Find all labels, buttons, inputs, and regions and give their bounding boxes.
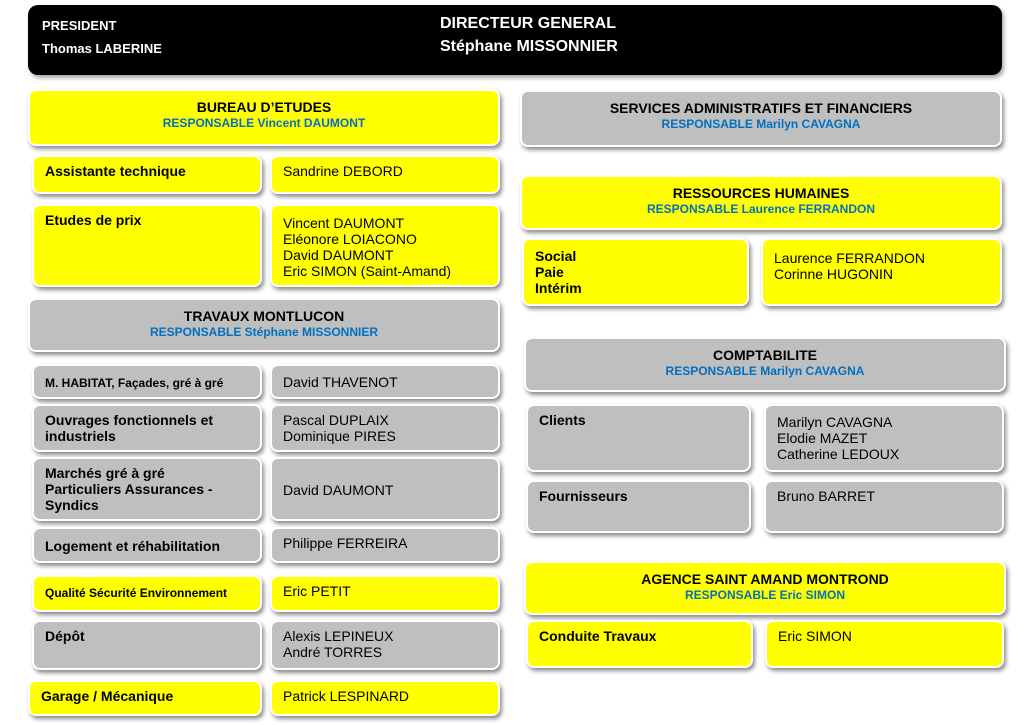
- assistante-label-box: [32, 155, 262, 194]
- compta-box: [524, 337, 1006, 392]
- travaux-resp: RESPONSABLE Stéphane MISSONNIER: [149, 325, 379, 339]
- ouvrages-label-box: [32, 404, 262, 452]
- assistante-names-box: [270, 155, 500, 194]
- fournisseurs-label: Fournisseurs: [539, 488, 628, 504]
- person-name: Eric PETIT: [283, 583, 351, 599]
- president-role: PRESIDENT: [42, 18, 117, 33]
- clients-label-box: [526, 404, 751, 472]
- person-name: David DAUMONT: [283, 482, 394, 498]
- assistante-label: Assistante technique: [45, 163, 186, 179]
- person-name: Catherine LEDOUX: [777, 446, 900, 462]
- saf-title: SERVICES ADMINISTRATIFS ET FINANCIERS: [609, 100, 913, 116]
- rh-resp: RESPONSABLE Laurence FERRANDON: [646, 202, 876, 216]
- compta-resp: RESPONSABLE Marilyn CAVAGNA: [665, 364, 865, 378]
- saf-box: [520, 90, 1002, 147]
- person-name: Sandrine DEBORD: [283, 163, 403, 179]
- bureau-etudes-box: [28, 89, 500, 146]
- travaux-box: [28, 298, 500, 352]
- garage-label: Garage / Mécanique: [41, 688, 174, 704]
- dg-name: Stéphane MISSONNIER: [440, 38, 618, 55]
- dg-role: DIRECTEUR GENERAL: [440, 15, 617, 32]
- agence-title: AGENCE SAINT AMAND MONTROND: [641, 571, 889, 587]
- conduite-names-box: [765, 620, 1004, 668]
- person-name: Philippe FERREIRA: [283, 535, 408, 551]
- depot-label: Dépôt: [45, 628, 85, 644]
- header-banner: [28, 5, 1002, 75]
- conduite-label: Conduite Travaux: [539, 628, 657, 644]
- qse-label-box: [32, 575, 262, 612]
- person-name: Patrick LESPINARD: [283, 688, 410, 704]
- marches-label-line: Particuliers Assurances -: [45, 481, 213, 497]
- social-label-box: [522, 238, 749, 306]
- marches-label-line: Syndics: [45, 497, 99, 513]
- etudes-names-box: [270, 204, 500, 287]
- social-names-box: [761, 238, 1002, 306]
- social-label-line: Intérim: [535, 280, 582, 296]
- person-name: David DAUMONT: [283, 247, 394, 263]
- person-name: André TORRES: [283, 644, 383, 660]
- person-name: Eric SIMON (Saint-Amand): [283, 263, 452, 279]
- rh-title: RESSOURCES HUMAINES: [672, 185, 850, 201]
- person-name: Pascal DUPLAIX: [283, 412, 389, 428]
- person-name: Vincent DAUMONT: [283, 215, 405, 231]
- person-name: Marilyn CAVAGNA: [777, 414, 893, 430]
- person-name: David THAVENOT: [283, 374, 398, 390]
- depot-names-box: [270, 620, 500, 670]
- ouvrages-label-line: industriels: [45, 428, 116, 444]
- conduite-label-box: [526, 620, 753, 668]
- person-name: Elodie MAZET: [777, 430, 868, 446]
- person-name: Corinne HUGONIN: [774, 266, 894, 282]
- marches-names-box: [270, 457, 500, 521]
- ouvrages-names-box: [270, 404, 500, 452]
- social-label-line: Social: [535, 248, 577, 264]
- travaux-title: TRAVAUX MONTLUCON: [183, 308, 345, 324]
- bureau-etudes-resp: RESPONSABLE Vincent DAUMONT: [162, 116, 366, 130]
- person-name: Eléonore LOIACONO: [283, 231, 417, 247]
- clients-label: Clients: [539, 412, 586, 428]
- compta-title: COMPTABILITE: [713, 347, 817, 363]
- bureau-etudes-title: BUREAU D’ETUDES: [196, 99, 332, 115]
- person-name: Alexis LEPINEUX: [283, 628, 394, 644]
- saf-resp: RESPONSABLE Marilyn CAVAGNA: [661, 117, 861, 131]
- etudes-label: Etudes de prix: [45, 212, 142, 228]
- qse-label: Qualité Sécurité Environnement: [45, 586, 228, 600]
- person-name: Bruno BARRET: [777, 488, 876, 504]
- fournisseurs-label-box: [526, 480, 751, 533]
- agence-box: [524, 561, 1006, 615]
- qse-names-box: [270, 575, 500, 612]
- marches-label-box: [32, 457, 262, 521]
- habitat-names-box: [270, 364, 500, 399]
- garage-names-box: [270, 680, 500, 716]
- president-name: Thomas LABERINE: [42, 41, 162, 56]
- logement-label-box: [32, 527, 262, 563]
- person-name: Dominique PIRES: [283, 428, 396, 444]
- logement-names-box: [270, 527, 500, 563]
- habitat-label: M. HABITAT, Façades, gré à gré: [45, 376, 224, 390]
- garage-label-box: [28, 680, 262, 716]
- person-name: Eric SIMON: [778, 628, 852, 644]
- social-label-line: Paie: [535, 264, 564, 280]
- etudes-label-box: [32, 204, 262, 287]
- ouvrages-label-line: Ouvrages fonctionnels et: [45, 412, 214, 428]
- clients-names-box: [764, 404, 1004, 472]
- person-name: Laurence FERRANDON: [774, 250, 925, 266]
- marches-label-line: Marchés gré à gré: [45, 465, 165, 481]
- rh-box: [520, 175, 1002, 230]
- agence-resp: RESPONSABLE Eric SIMON: [684, 588, 846, 602]
- fournisseurs-names-box: [764, 480, 1004, 533]
- habitat-label-box: [32, 364, 262, 399]
- depot-label-box: [32, 620, 262, 670]
- logement-label: Logement et réhabilitation: [45, 538, 221, 554]
